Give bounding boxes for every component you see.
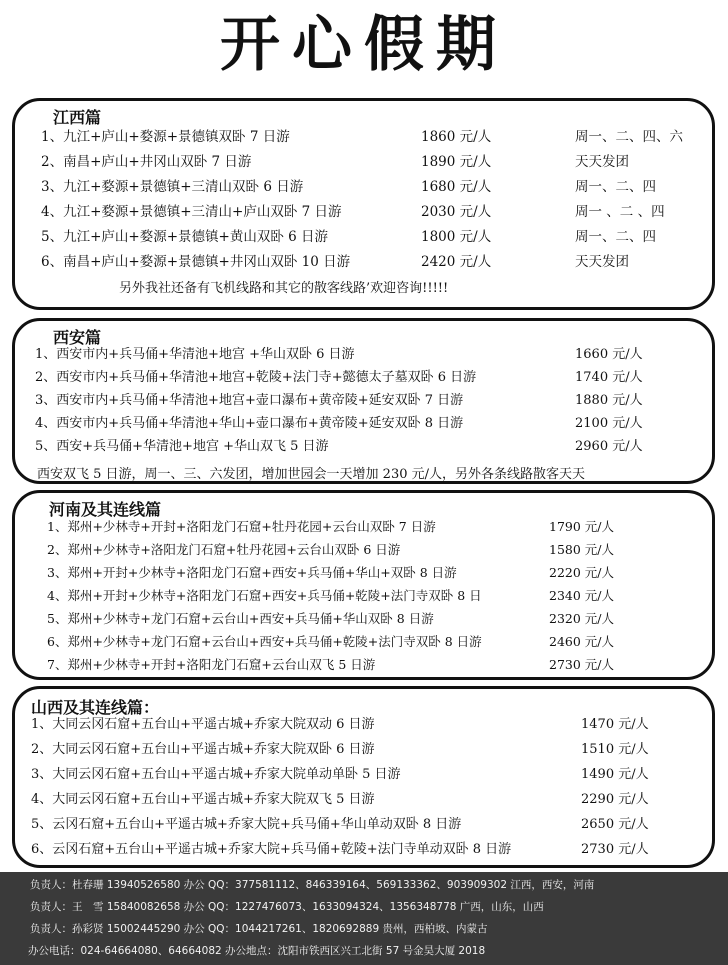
route-price: 1680 元/人 <box>421 179 492 195</box>
route-row <box>15 788 712 812</box>
route-name: 4、郑州+开封+少林寺+洛阳龙门石窟+西安+兵马俑+乾陵+法门寺双卧 8 日 <box>47 588 482 603</box>
route-schedule: 天天发团 <box>575 154 629 170</box>
route-row <box>15 813 712 837</box>
route-row <box>15 435 712 459</box>
route-schedule: 周一、二、四 <box>575 179 656 195</box>
section-henan <box>12 490 715 680</box>
route-price: 2730 元/人 <box>581 842 649 857</box>
route-row <box>15 412 712 436</box>
route-row <box>15 150 712 174</box>
route-row <box>15 125 712 149</box>
route-schedule: 周一、二、四、六 <box>575 129 683 145</box>
route-price: 1490 元/人 <box>581 767 649 782</box>
route-price: 1890 元/人 <box>421 154 492 170</box>
route-name: 1、西安市内+兵马俑+华清池+地宫 +华山双卧 6 日游 <box>35 347 355 362</box>
section-heading: 河南及其连线篇 <box>49 500 162 519</box>
route-price: 1510 元/人 <box>581 742 649 757</box>
route-schedule: 天天发团 <box>575 254 629 270</box>
route-row <box>15 389 712 413</box>
route-price: 2220 元/人 <box>549 565 614 580</box>
route-row <box>15 343 712 367</box>
route-name: 2、西安市内+兵马俑+华清池+地宫+乾陵+法门寺+懿德太子墓双卧 6 日游 <box>35 370 477 385</box>
route-price: 2100 元/人 <box>575 416 643 431</box>
route-row <box>15 738 712 762</box>
route-name: 2、南昌+庐山+井冈山双卧 7 日游 <box>41 154 252 170</box>
route-name: 6、云冈石窟+五台山+平遥古城+乔家大院+兵马俑+乾陵+法门寺单动双卧 8 日游 <box>31 842 512 857</box>
route-price: 1790 元/人 <box>549 519 614 534</box>
footer-line: 负责人：杜春珊 13940526580 办公 QQ：377581112、846339164、569133362、903909302 江西，西安，河南 <box>30 879 595 891</box>
route-name: 1、大同云冈石窟+五台山+平遥古城+乔家大院双动 6 日游 <box>31 717 375 732</box>
route-row <box>15 584 712 608</box>
route-name: 2、郑州+少林寺+洛阳龙门石窟+牡丹花园+云台山双卧 6 日游 <box>47 542 401 557</box>
route-name: 3、郑州+开封+少林寺+洛阳龙门石窟+西安+兵马俑+华山+双卧 8 日游 <box>47 565 457 580</box>
route-name: 5、西安+兵马俑+华清池+地宫 +华山双飞 5 日游 <box>35 439 329 454</box>
route-price: 1660 元/人 <box>575 347 643 362</box>
route-price: 2960 元/人 <box>575 439 643 454</box>
footer-line: 负责人：孙彩贤 15002445290 办公 QQ：1044217261、1820692889 贵州，西柏坡、内蒙古 <box>30 923 488 935</box>
route-price: 1740 元/人 <box>575 370 643 385</box>
route-name: 6、郑州+少林寺+龙门石窟+云台山+西安+兵马俑+乾陵+法门寺双卧 8 日游 <box>47 634 482 649</box>
route-row <box>15 366 712 390</box>
route-schedule: 周一 、二 、四 <box>575 204 665 220</box>
route-row <box>15 713 712 737</box>
route-price: 1580 元/人 <box>549 542 614 557</box>
route-price: 2290 元/人 <box>581 792 649 807</box>
footer-line: 办公电话：024-64664080、64664082 办公地点：沈阳市铁西区兴工北街 57 号金昊大厦 2018 <box>28 945 486 957</box>
section-shanxi <box>12 686 715 868</box>
route-price: 2460 元/人 <box>549 634 614 649</box>
route-name: 4、西安市内+兵马俑+华清池+华山+壶口瀑布+黄帝陵+延安双卧 8 日游 <box>35 416 464 431</box>
route-price: 2320 元/人 <box>549 611 614 626</box>
route-name: 1、郑州+少林寺+开封+洛阳龙门石窟+牡丹花园+云台山双卧 7 日游 <box>47 519 436 534</box>
route-row <box>15 515 712 539</box>
section-heading: 西安篇 <box>53 328 102 347</box>
route-name: 7、郑州+少林寺+开封+洛阳龙门石窟+云台山双飞 5 日游 <box>47 657 376 672</box>
route-row <box>15 763 712 787</box>
route-row <box>15 225 712 249</box>
route-name: 2、大同云冈石窟+五台山+平遥古城+乔家大院双卧 6 日游 <box>31 742 375 757</box>
route-name: 5、云冈石窟+五台山+平遥古城+乔家大院+兵马俑+华山单动双卧 8 日游 <box>31 817 462 832</box>
route-name: 4、九江+婺源+景德镇+三清山+庐山双卧 7 日游 <box>41 204 342 220</box>
route-row <box>15 630 712 654</box>
route-price: 1470 元/人 <box>581 717 649 732</box>
route-price: 1880 元/人 <box>575 393 643 408</box>
route-row <box>15 607 712 631</box>
route-price: 2730 元/人 <box>549 657 614 672</box>
route-price: 2340 元/人 <box>549 588 614 603</box>
route-name: 3、大同云冈石窟+五台山+平遥古城+乔家大院单动单卧 5 日游 <box>31 767 401 782</box>
section-note: 西安双飞 5 日游，周一、三、六发团，增加世园会一天增加 230 元/人，另外各条线路散客天天 <box>37 467 585 482</box>
route-row <box>15 250 712 274</box>
route-row <box>15 653 712 677</box>
route-name: 6、南昌+庐山+婺源+景德镇+井冈山双卧 10 日游 <box>41 254 351 270</box>
section-heading: 山西及其连线篇： <box>31 698 160 717</box>
route-name: 3、九江+婺源+景德镇+三清山双卧 6 日游 <box>41 179 304 195</box>
contact-footer <box>0 872 728 965</box>
page-title: 开心假期 <box>220 10 508 80</box>
route-row <box>15 538 712 562</box>
route-name: 1、九江+庐山+婺源+景德镇双卧 7 日游 <box>41 129 290 145</box>
section-xian <box>12 318 715 484</box>
route-name: 3、西安市内+兵马俑+华清池+地宫+壶口瀑布+黄帝陵+延安双卧 7 日游 <box>35 393 464 408</box>
route-schedule: 周一、二、四 <box>575 229 656 245</box>
route-price: 1800 元/人 <box>421 229 492 245</box>
route-price: 2420 元/人 <box>421 254 492 270</box>
route-row <box>15 561 712 585</box>
footer-line: 负责人：王 雪 15840082658 办公 QQ：1227476073、1633094324、1356348778 广西，山东，山西 <box>30 901 544 913</box>
section-note: 另外我社还备有飞机线路和其它的散客线路’欢迎咨询!!!!! <box>119 281 449 296</box>
route-name: 5、九江+庐山+婺源+景德镇+黄山双卧 6 日游 <box>41 229 329 245</box>
route-price: 2030 元/人 <box>421 204 492 220</box>
route-row <box>15 838 712 862</box>
route-row <box>15 175 712 199</box>
route-name: 4、大同云冈石窟+五台山+平遥古城+乔家大院双飞 5 日游 <box>31 792 375 807</box>
section-jiangxi <box>12 98 715 310</box>
route-price: 2650 元/人 <box>581 817 649 832</box>
route-name: 5、郑州+少林寺+龙门石窟+云台山+西安+兵马俑+华山双卧 8 日游 <box>47 611 434 626</box>
route-row <box>15 200 712 224</box>
section-heading: 江西篇 <box>53 108 102 127</box>
route-price: 1860 元/人 <box>421 129 492 145</box>
